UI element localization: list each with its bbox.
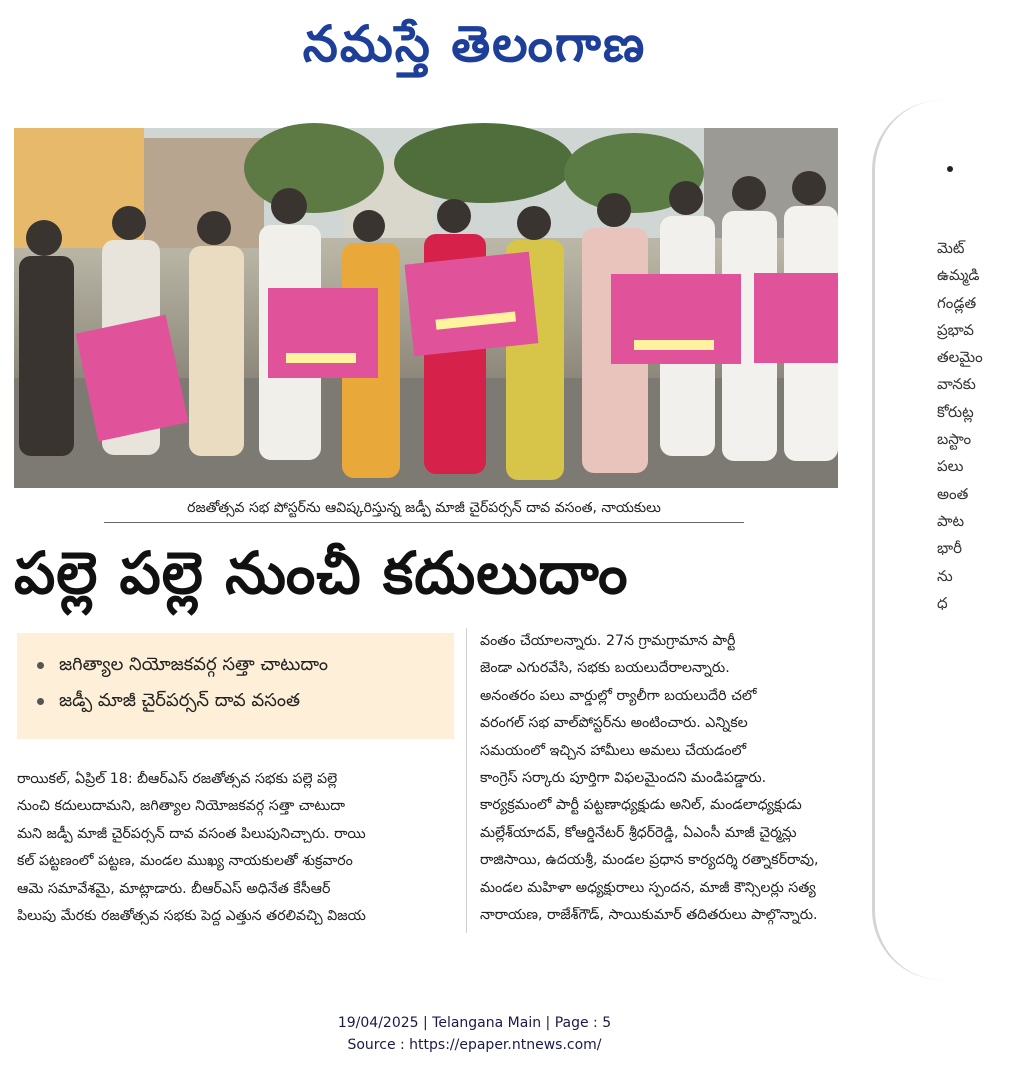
bullet-icon	[947, 166, 953, 172]
side-line: ధ	[937, 593, 948, 612]
newspaper-masthead	[0, 0, 949, 90]
news-photo-illustration	[14, 128, 838, 488]
body-line: ఆమె సమావేశమై, మాట్లాడారు. బీఆర్ఎస్ అధినేత కేసీఆర్	[17, 880, 331, 897]
footer-date-page: 19/04/2025 | Telangana Main | Page : 5	[337, 1015, 612, 1031]
body-line: కాంగ్రెస్ సర్కారు పూర్తిగా విఫలమైందని మండిపడ్డారు.	[480, 770, 767, 787]
side-line: భారీ	[937, 539, 962, 558]
photo-caption: రజతోత్సవ సభ పోస్టర్‌ను ఆవిష్కరిస్తున్న జడ్పీ మాజీ చైర్‌పర్సన్ దావ వసంత, నాయకులు	[104, 496, 744, 523]
adjacent-article-text	[937, 235, 983, 617]
body-line: మని జడ్పీ మాజీ చైర్‌పర్సన్ దావ వసంత పిలుపునిచ్చారు. రాయి	[17, 825, 366, 842]
side-line: ప్రభావ	[937, 320, 974, 339]
body-line: రాజిసాయి, ఉదయశ్రీ, మండల ప్రధాన కార్యదర్శి రత్నాకర్‌రావు,	[480, 852, 819, 869]
side-line: పాట	[937, 511, 965, 530]
article-body-left-column	[17, 766, 457, 930]
masthead-title: నమస్తే తెలంగాణ	[302, 14, 647, 73]
article-body-right-column	[480, 628, 920, 929]
bullet-icon	[37, 698, 44, 705]
column-divider	[466, 628, 467, 933]
body-line: మల్లేశ్‌యాదవ్, కోఆర్డినేటర్ శ్రీధర్‌రెడ్డి, ఏఎంసీ మాజీ చైర్మన్లు	[480, 824, 797, 841]
body-line: అనంతరం పలు వార్డుల్లో ర్యాలీగా బయలుదేరి చలో	[480, 687, 757, 704]
side-line: ను	[937, 566, 953, 585]
body-line: పిలుపు మేరకు రజతోత్సవ సభకు పెద్ద ఎత్తున తరలివచ్చి విజయ	[17, 908, 366, 925]
highlight-item	[35, 683, 454, 719]
highlight-text: జగిత్యాల నియోజకవర్గ సత్తా చాటుదాం	[59, 654, 329, 675]
highlight-text: జడ్పీ మాజీ చైర్‌పర్సన్ దావ వసంత	[59, 690, 300, 711]
body-line: కార్యక్రమంలో పార్టీ పట్టణాధ్యక్షుడు అనిల్, మండలాధ్యక్షుడు	[480, 797, 802, 814]
body-line: సమయంలో ఇచ్చిన హామీలు అమలు చేయడంలో	[480, 742, 747, 759]
side-line: గండ్లత	[937, 293, 977, 312]
body-line: నారాయణ, రాజేశ్‌గౌడ్, సాయికుమార్ తదితరులు పాల్గొన్నారు.	[480, 907, 818, 924]
bullet-icon	[37, 662, 44, 669]
side-line: తలమైం	[937, 348, 983, 367]
source-footer	[0, 1012, 949, 1056]
body-line: రాయికల్, ఏప్రిల్ 18: బీఆర్ఎస్ రజతోత్సవ సభకు పల్లె పల్లె	[17, 771, 338, 787]
side-line: ఉమ్మడి	[937, 266, 980, 285]
footer-source-link[interactable]: Source : https://epaper.ntnews.com/	[347, 1037, 602, 1053]
side-line: మెట్	[937, 239, 965, 257]
side-line: అంత	[937, 484, 969, 503]
highlight-item	[35, 647, 454, 683]
body-line: నుంచి కదులుదామని, జగిత్యాల నియోజకవర్గ సత్తా చాటుదా	[17, 798, 346, 815]
body-line: వరంగల్ సభ వాల్‌పోస్టర్‌ను అంటించారు. ఎన్నికల	[480, 715, 748, 732]
article-highlights	[17, 633, 454, 739]
side-line: వానకు	[937, 375, 976, 394]
body-line: మండల మహిళా అధ్యక్షురాలు స్పందన, మాజీ కౌన్సిలర్లు సత్య	[480, 879, 816, 896]
article-headline: పల్లె పల్లె నుంచీ కదులుదాం	[14, 539, 629, 607]
body-line: కల్ పట్టణంలో పట్టణ, మండల ముఖ్య నాయకులతో శుక్రవారం	[17, 853, 353, 870]
news-photo	[14, 128, 838, 488]
side-line: పలు	[937, 457, 964, 476]
side-line: కోరుట్ల	[937, 402, 974, 421]
body-line: జెండా ఎగురవేసి, సభకు బయలుదేరాలన్నారు.	[480, 660, 730, 677]
side-line: బస్టాం	[937, 430, 972, 449]
body-line: వంతం చేయాలన్నారు. 27న గ్రామగ్రామాన పార్టీ	[480, 633, 736, 649]
